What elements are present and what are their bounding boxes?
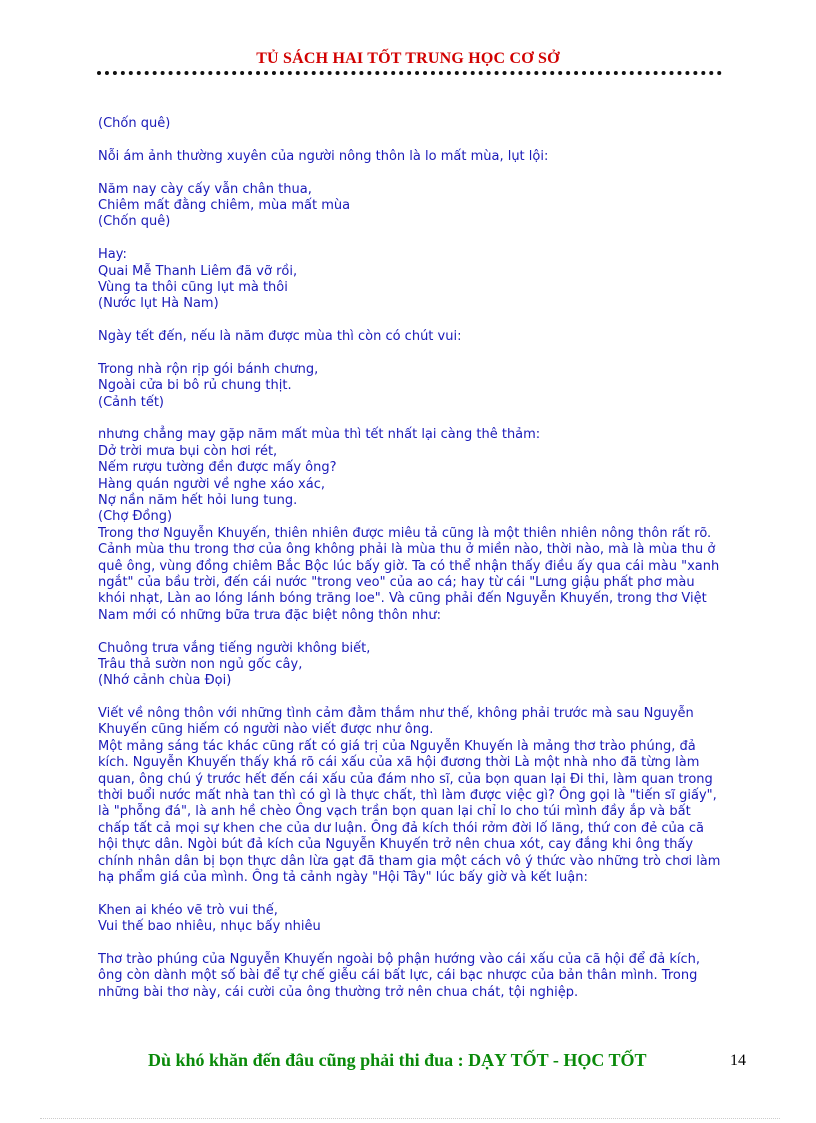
text-line: Cảnh mùa thu trong thơ của ông không phải là mùa thu ở miền nào, thời nào, mà là mùa thu ở [98, 542, 716, 558]
text-line: Dở trời mưa bụi còn hơi rét, [98, 443, 278, 459]
text-line: quan, ông chú ý trước hết đến cái xấu của đám nho sĩ, của bọn quan lại Đi thi, làm quan trong [98, 771, 713, 787]
text-line: Nam mới có những bữa trưa đặc biệt nông thôn như: [98, 607, 441, 623]
blank-line [98, 231, 748, 247]
text-line: Trong thơ Nguyễn Khuyến, thiên nhiên được miêu tả cũng là một thiên nhiên nông thôn rất rõ. [98, 525, 712, 541]
blank-line [98, 936, 748, 952]
page-header-title: TỦ SÁCH HAI TỐT TRUNG HỌC CƠ SỞ [256, 50, 560, 67]
text-line: Viết về nông thôn với những tình cảm đằm thắm như thế, không phải trước mà sau Nguyễn [98, 706, 694, 722]
text-line: Khen ai khéo vẽ trò vui thế, [98, 902, 278, 918]
text-line: ông còn dành một số bài để tự chế giễu cái bất lực, cái bạc nhược của bản thân mình. Trong [98, 968, 698, 984]
text-line: ngắt" của bầu trời, đến cái nước "trong veo" của ao cá; hay từ cái "Lưng giậu phất phơ màu [98, 574, 695, 590]
footer-slogan: Dù khó khăn đến đâu cũng phải thi đua : DẠY TỐT - HỌC TỐT [148, 1050, 647, 1070]
text-line: Chiêm mất đằng chiêm, mùa mất mùa [98, 197, 351, 213]
text-line: (Chợ Đồng) [98, 509, 173, 525]
text-line: Một mảng sáng tác khác cũng rất có giá trị của Nguyễn Khuyến là mảng thơ trào phúng, đả [98, 738, 696, 754]
blank-line [98, 624, 748, 640]
text-line: hội thực dân. Ngòi bút đả kích của Nguyễn Khuyến trở nên chua xót, cay đắng khi ông thấy [98, 837, 694, 853]
blank-line [98, 345, 748, 361]
text-line: Quai Mễ Thanh Liêm đã vỡ rồi, [98, 263, 298, 279]
text-line: nhưng chẳng may gặp năm mất mùa thì tết nhất lại càng thê thảm: [98, 427, 541, 443]
blank-line [98, 132, 748, 148]
text-line: quê ông, vùng đồng chiêm Bắc Bộc lúc bấy giờ. Ta có thể nhận thấy điều ấy qua cái màu "xanh [98, 558, 720, 574]
header-dotted-rule [97, 71, 722, 75]
page-number: 14 [730, 1052, 746, 1069]
document-body [98, 116, 748, 1001]
text-line: Năm nay cày cấy vẫn chân thua, [98, 181, 312, 197]
text-line: hạ phẩm giá của mình. Ông tả cảnh ngày "Hội Tây" lúc bấy giờ và kết luận: [98, 869, 588, 885]
text-line: Vui thế bao nhiêu, nhục bấy nhiêu [98, 919, 321, 935]
text-line: Thơ trào phúng của Nguyễn Khuyến ngoài bộ phận hướng vào cái xấu của cã hội để đả kích, [98, 951, 701, 967]
text-line: (Cảnh tết) [98, 394, 164, 410]
blank-line [98, 313, 748, 329]
text-line: là "phỗng đá", là anh hề chèo Ông vạch trần bọn quan lại chỉ lo cho túi mình đầy ắp và bất [98, 804, 691, 820]
blank-line [98, 690, 748, 706]
text-line: (Nước lụt Hà Nam) [98, 296, 219, 312]
text-line: Vùng ta thôi cũng lụt mà thôi [98, 279, 288, 295]
text-line: (Chốn quê) [98, 214, 171, 230]
text-line: Hay: [98, 247, 127, 263]
text-line: chấp tất cả mọi sự khen che của dư luận. Ông đả kích thói rởm đời lố lăng, thứ con đẻ của cã [98, 820, 705, 836]
text-line: (Chốn quê) [98, 116, 171, 131]
text-line: Trâu thả sườn non ngủ gốc cây, [98, 656, 303, 672]
text-line: Chuông trưa vắng tiếng người không biết, [98, 640, 371, 656]
text-line: Nỗi ám ảnh thường xuyên của người nông thôn là lo mất mùa, lụt lội: [98, 148, 549, 164]
text-line: Nếm rượu tường đền được mấy ông? [98, 460, 337, 476]
text-line: Nợ nần năm hết hỏi lung tung. [98, 492, 298, 508]
text-line: Hàng quán người về nghe xáo xác, [98, 476, 325, 492]
text-line: Ngoài cửa bi bô rủ chung thịt. [98, 378, 292, 394]
text-line: khói nhạt, Làn ao lóng lánh bóng trăng loe". Và cũng phải đến Nguyễn Khuyến, trong thơ Việt [98, 591, 707, 607]
text-line: thời buổi nước mất nhà tan thì có gì là thực chất, thì làm được việc gì? Ông gọi là "tiến sĩ giấy", [98, 788, 717, 804]
text-line: những bài thơ này, cái cười của ông thường trở nên chua chát, tội nghiệp. [98, 984, 579, 1000]
blank-line [98, 411, 748, 427]
blank-line [98, 886, 748, 902]
text-line: Ngày tết đến, nếu là năm được mùa thì còn có chút vui: [98, 329, 462, 345]
text-line: Khuyến cũng hiếm có người nào viết được như ông. [98, 722, 434, 738]
footer-dotted-rule [40, 1118, 780, 1119]
text-line: kích. Nguyễn Khuyến thấy khá rõ cái xấu của xã hội đương thời Là một nhà nho đã từng làm [98, 755, 700, 771]
text-line: Trong nhà rộn rịp gói bánh chưng, [98, 361, 319, 377]
text-line: chính nhân dân bị bọn thực dân lừa gạt đã tham gia một cách vô ý thức vào những trò chơi làm [98, 853, 721, 869]
blank-line [98, 165, 748, 181]
text-line: (Nhớ cảnh chùa Đọi) [98, 673, 232, 689]
